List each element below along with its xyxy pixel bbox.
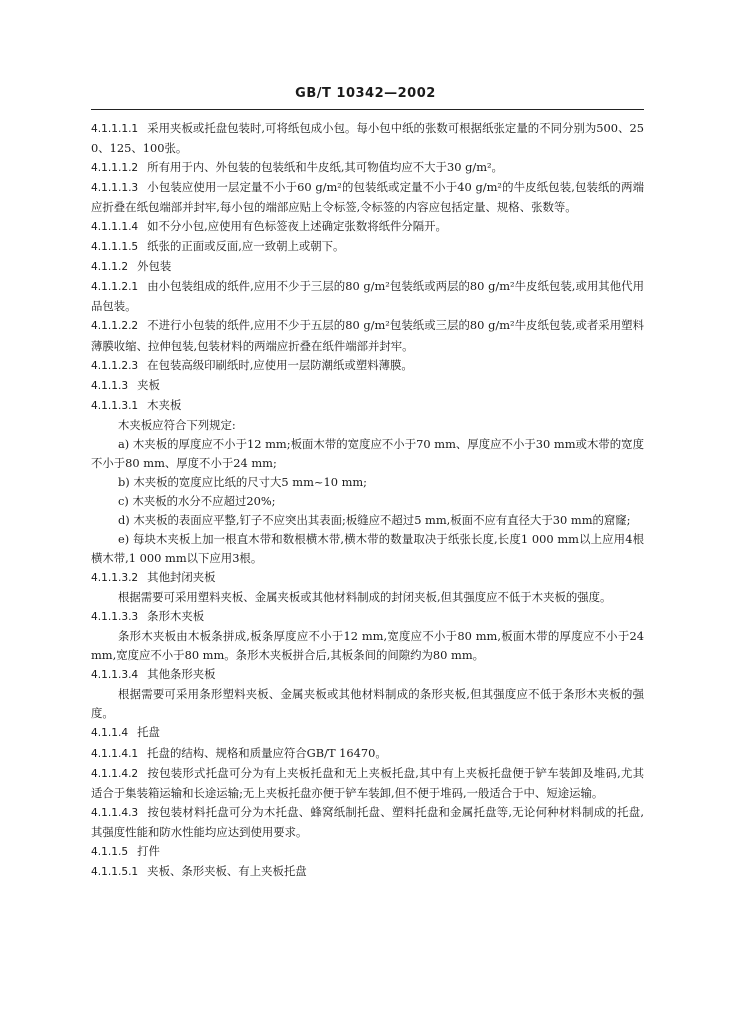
body-paragraph <box>91 588 644 607</box>
paragraph-text: 夹板、条形夹板、有上夹板托盘 <box>147 863 307 878</box>
paragraph-text: 按包装材料托盘可分为木托盘、蜂窝纸制托盘、塑料托盘和金属托盘等,无论何种材料制成的托盘,其强度性能和防水性能均应达到使用要求。 <box>91 804 644 839</box>
clause-paragraph <box>91 376 644 396</box>
clause-number: 4.1.1.3.2 <box>91 572 139 585</box>
clause-paragraph <box>91 158 644 178</box>
paragraph-text: 根据需要可采用塑料夹板、金属夹板或其他材料制成的封闭夹板,但其强度应不低于木夹板的强度。 <box>118 590 612 605</box>
paragraph-text: 木夹板 <box>147 397 182 412</box>
paragraph-text: 其他封闭夹板 <box>147 570 216 585</box>
clause-paragraph <box>91 257 644 277</box>
paragraph-text: 根据需要可采用条形塑料夹板、金属夹板或其他材料制成的条形夹板,但其强度应不低于条形木夹板的强度。 <box>91 687 644 721</box>
clause-number: 4.1.1.1.4 <box>91 221 139 234</box>
clause-paragraph <box>91 764 644 803</box>
clause-paragraph <box>91 744 644 764</box>
paragraph-text: 条形木夹板 <box>147 609 205 624</box>
clause-number: 4.1.1.4 <box>91 727 129 740</box>
body-paragraph <box>91 511 644 530</box>
clause-paragraph <box>91 396 644 416</box>
clause-paragraph <box>91 277 644 316</box>
clause-paragraph <box>91 842 644 862</box>
body-paragraph <box>91 435 644 473</box>
clause-number: 4.1.1.1.2 <box>91 162 139 175</box>
clause-paragraph <box>91 178 644 217</box>
clause-number: 4.1.1.4.1 <box>91 747 139 760</box>
paragraph-text: d) 木夹板的表面应平整,钉子不应突出其表面;板缝应不超过5 mm,板面不应有直径大于30 mm的窟窿; <box>118 512 631 527</box>
clause-number: 4.1.1.2.1 <box>91 281 139 294</box>
body-paragraph <box>91 627 644 665</box>
document-body <box>91 119 644 882</box>
paragraph-text: 木夹板应符合下列规定: <box>118 417 236 432</box>
clause-number: 4.1.1.1.1 <box>91 123 139 135</box>
clause-number: 4.1.1.3.3 <box>91 611 139 624</box>
paragraph-text: 所有用于内、外包装的包装纸和牛皮纸,其可物值均应不大于30 g/m²。 <box>147 160 503 175</box>
clause-paragraph <box>91 568 644 588</box>
paragraph-text: 不进行小包装的纸件,应用不少于五层的80 g/m²包装纸或三层的80 g/m²牛皮纸包装,或者采用塑料薄膜收缩、拉伸包装,包装材料的两端应折叠在纸件端部并封牢。 <box>91 318 644 353</box>
paragraph-text: b) 木夹板的宽度应比纸的尺寸大5 mm~10 mm; <box>118 474 368 489</box>
clause-number: 4.1.1.2.3 <box>91 359 139 372</box>
clause-paragraph <box>91 607 644 627</box>
clause-paragraph <box>91 316 644 355</box>
clause-number: 4.1.1.1.3 <box>91 182 139 195</box>
paragraph-text: 外包装 <box>137 259 172 274</box>
paragraph-text: 按包装形式托盘可分为有上夹板托盘和无上夹板托盘,其中有上夹板托盘便于铲车装卸及堆码,尤其适合于集装箱运输和长途运输;无上夹板托盘亦便于铲车装卸,但不便于堆码,一般适合于中、短途运输。 <box>91 765 644 800</box>
clause-paragraph <box>91 217 644 237</box>
body-paragraph <box>91 492 644 511</box>
paragraph-text: 在包装高级印刷纸时,应使用一层防潮纸或塑料薄膜。 <box>147 357 413 372</box>
paragraph-text: 其他条形夹板 <box>147 667 216 682</box>
clause-number: 4.1.1.4.2 <box>91 767 139 780</box>
body-paragraph <box>91 685 644 723</box>
standard-code-header: GB/T 10342—2002 <box>295 86 436 101</box>
clause-number: 4.1.1.5.1 <box>91 865 139 878</box>
paragraph-text: 托盘 <box>137 725 160 740</box>
paragraph-text: c) 木夹板的水分不应超过20%; <box>118 493 276 508</box>
paragraph-text: 条形木夹板由木板条拼成,板条厚度应不小于12 mm,宽度应不小于80 mm,板面木带的厚度应不小于24 mm,宽度应不小于80 mm。条形木夹板拼合后,其板条间的间隙约为80 mm。 <box>91 629 644 663</box>
clause-paragraph <box>91 119 644 158</box>
paragraph-text: 托盘的结构、规格和质量应符合GB/T 16470。 <box>147 745 387 760</box>
body-paragraph <box>91 530 644 568</box>
clause-number: 4.1.1.2.2 <box>91 320 139 333</box>
paragraph-text: 打件 <box>137 843 160 858</box>
paragraph-text: 如不分小包,应使用有色标签夜上述确定张数将纸件分隔开。 <box>147 219 447 234</box>
clause-number: 4.1.1.3.1 <box>91 399 139 412</box>
clause-number: 4.1.1.1.5 <box>91 241 139 254</box>
clause-number: 4.1.1.2 <box>91 261 129 274</box>
body-paragraph <box>91 473 644 492</box>
paragraph-text: 夹板 <box>137 377 160 392</box>
paragraph-text: a) 木夹板的厚度应不小于12 mm;板面木带的宽度应不小于70 mm、厚度应不小于30 mm或木带的宽度不小于80 mm、厚度不小于24 mm; <box>91 436 644 470</box>
clause-paragraph <box>91 803 644 842</box>
clause-paragraph <box>91 237 644 257</box>
paragraph-text: 由小包装组成的纸件,应用不少于三层的80 g/m²包装纸或两层的80 g/m²牛皮纸包装,或用其他代用品包装。 <box>91 279 644 314</box>
clause-paragraph <box>91 862 644 882</box>
clause-number: 4.1.1.3.4 <box>91 669 139 682</box>
paragraph-text: 小包装应使用一层定量不小于60 g/m²的包装纸或定量不小于40 g/m²的牛皮纸包装,包装纸的两端应折叠在纸包端部并封牢,每小包的端部应贴上令标签,令标签的内容应包括定量、规格、张数等。 <box>91 180 644 215</box>
clause-number: 4.1.1.4.3 <box>91 806 139 819</box>
clause-paragraph <box>91 665 644 685</box>
clause-number: 4.1.1.5 <box>91 845 129 858</box>
clause-number: 4.1.1.3 <box>91 379 129 392</box>
paragraph-text: 纸张的正面或反面,应一致朝上或朝下。 <box>147 239 345 254</box>
paragraph-text: e) 每块木夹板上加一根直木带和数根横木带,横木带的数量取决于纸张长度,长度1 000 mm以上应用4根横木带,1 000 mm以下应用3根。 <box>91 531 644 566</box>
clause-paragraph <box>91 356 644 376</box>
body-paragraph <box>91 416 644 435</box>
clause-paragraph <box>91 723 644 743</box>
header-divider <box>91 109 644 110</box>
paragraph-text: 采用夹板或托盘包装时,可将纸包成小包。每小包中纸的张数可根据纸张定量的不同分别为500、250、125、100张。 <box>91 121 644 156</box>
